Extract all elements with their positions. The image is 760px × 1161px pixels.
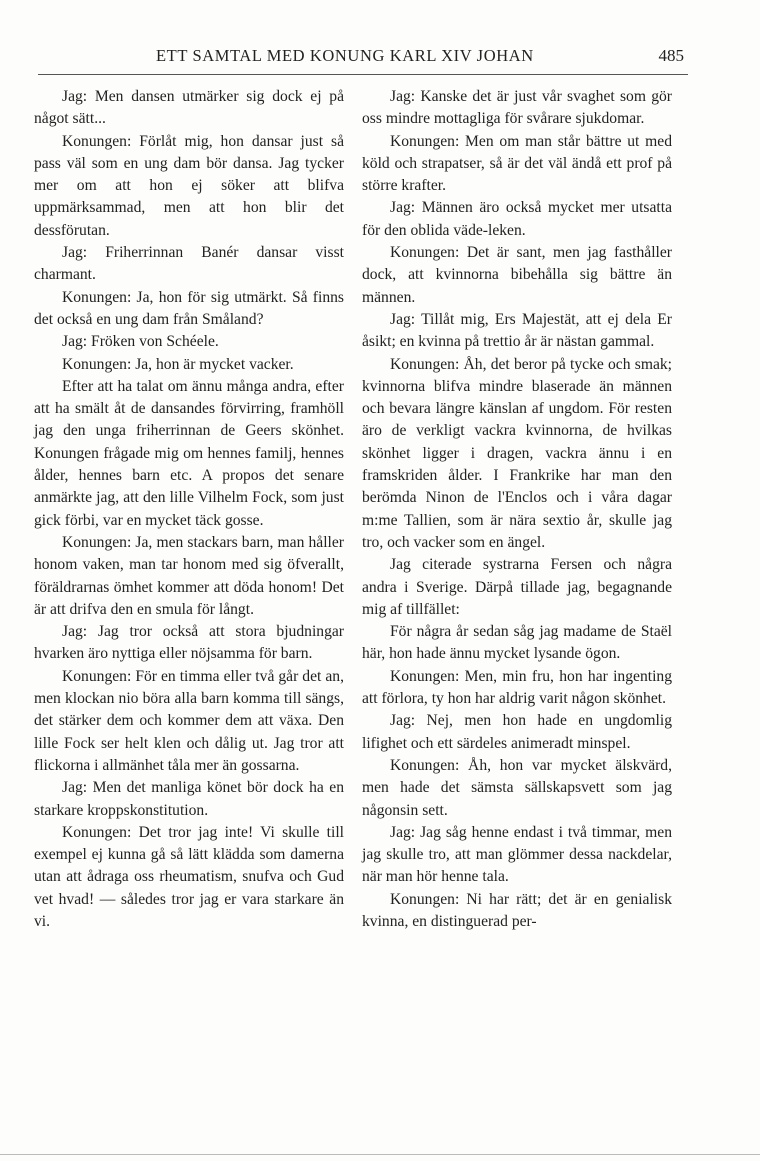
paragraph: Jag: Fröken von Schéele. [62, 333, 219, 351]
running-title: ETT SAMTAL MED KONUNG KARL XIV JOHAN [156, 46, 534, 65]
paragraph: Konungen: Åh, hon var mycket älskvärd, men hade det sämsta sällskapsvett som jag någonsin sett. [362, 756, 672, 819]
paragraph: Konungen: Men om man står bättre ut med köld och strapatser, så är det väl ändå ett prof på större krafter. [362, 132, 672, 195]
paragraph: Efter att ha talat om ännu många andra, efter att ha smält åt de dansandes förvirring, framhöll jag den unga friherrinnan de Geers skönhet. Konungen frågade mig om hennes familj, hennes ålder, hennes barn etc. A propos det senare anmärkte jag, att den lille Vilhelm Fock, som just gick förbi, var en mycket täck gosse. [34, 377, 344, 529]
paragraph: Konungen: Det tror jag inte! Vi skulle till exempel ej kunna gå så lätt klädda som damerna utan att ådraga oss rheumatism, snufva och Gud vet hvad! — således tror jag er vara starkare än vi. [34, 823, 344, 930]
page-number: 485 [658, 46, 684, 65]
paragraph: Konungen: Ni har rätt; det är en genialisk kvinna, en distinguerad per- [362, 890, 672, 930]
paragraph: Jag: Friherrinnan Banér dansar visst charmant. [34, 244, 344, 284]
paragraph: Konungen: Men, min fru, hon har ingenting att förlora, ty hon har aldrig varit någon skönhet. [362, 667, 672, 708]
header-rule [38, 74, 688, 75]
left-column [34, 86, 344, 933]
page-edge-line [0, 1154, 760, 1155]
paragraph: Jag: Nej, men hon hade en ungdomlig lifighet och ett särdeles animeradt minspel. [362, 712, 672, 752]
paragraph: Konungen: För en timma eller två går det an, men klockan nio böra alla barn komma till sängs, det stärker dem och kommer dem att växa. Den lille Fock ser helt klen och dålig ut. Jag tror att flickorna i allmänhet tåla mer än gossarna. [34, 667, 344, 774]
paragraph: Konungen: Ja, hon för sig utmärkt. Så finns det också en ung dam från Småland? [34, 288, 344, 328]
paragraph: Konungen: Åh, det beror på tycke och smak; kvinnorna blifva mindre blaserade än männen och bevara längre känslan af ungdom. För resten äro de verkligt vackra kvinnorna, de hvilkas skönhet ligger i dragen, vackra ännu i en framskriden ålder. I Frankrike har man den berömda Ninon de l'Enclos och i våra dagar m:me Tallien, som är nära sextio år, skulle jag tro, och vacker som en ängel. [362, 355, 672, 551]
paragraph: Jag: Men det manliga könet bör dock ha en starkare kroppskonstitution. [34, 779, 344, 819]
paragraph: Konungen: Ja, hon är mycket vacker. [62, 355, 294, 373]
paragraph: Jag: Jag såg henne endast i två timmar, men jag skulle tro, att man glömmer dessa nackdelar, när man hör henne tala. [362, 823, 672, 886]
paragraph: Jag: Jag tror också att stora bjudningar hvarken äro nyttiga eller nöjsamma för barn. [34, 623, 344, 663]
paragraph: Jag: Tillåt mig, Ers Majestät, att ej dela Er åsikt; en kvinna på trettio år är nästan gammal. [362, 310, 672, 351]
paragraph: Jag: Männen äro också mycket mer utsatta för den oblida väde-leken. [362, 199, 672, 239]
paragraph: Konungen: Ja, men stackars barn, man håller honom vaken, man tar honom med sig öfverallt, föräldrarnas ömhet kommer att döda honom! Det är att drifva den en smula för långt. [34, 533, 344, 618]
page-header [38, 46, 684, 70]
right-column [362, 86, 672, 933]
paragraph: Jag citerade systrarna Fersen och några andra i Sverige. Därpå tillade jag, begagnande mig af tillfället: [362, 556, 672, 618]
paragraph: Jag: Kanske det är just vår svaghet som gör oss mindre mottagliga för svårare sjukdomar. [362, 88, 672, 128]
paragraph: Jag: Men dansen utmärker sig dock ej på något sätt... [34, 88, 344, 128]
paragraph: Konungen: Förlåt mig, hon dansar just så pass väl som en ung dam bör dansa. Jag tycker mer om att hon ej söker att blifva uppmärksammad, men att hon blir det dessförutan. [34, 132, 344, 239]
paragraph: För några år sedan såg jag madame de Staël här, hon hade ännu mycket lysande ögon. [362, 623, 672, 663]
paragraph: Konungen: Det är sant, men jag fasthåller dock, att kvinnorna bibehålla sig bättre än männen. [362, 244, 672, 306]
